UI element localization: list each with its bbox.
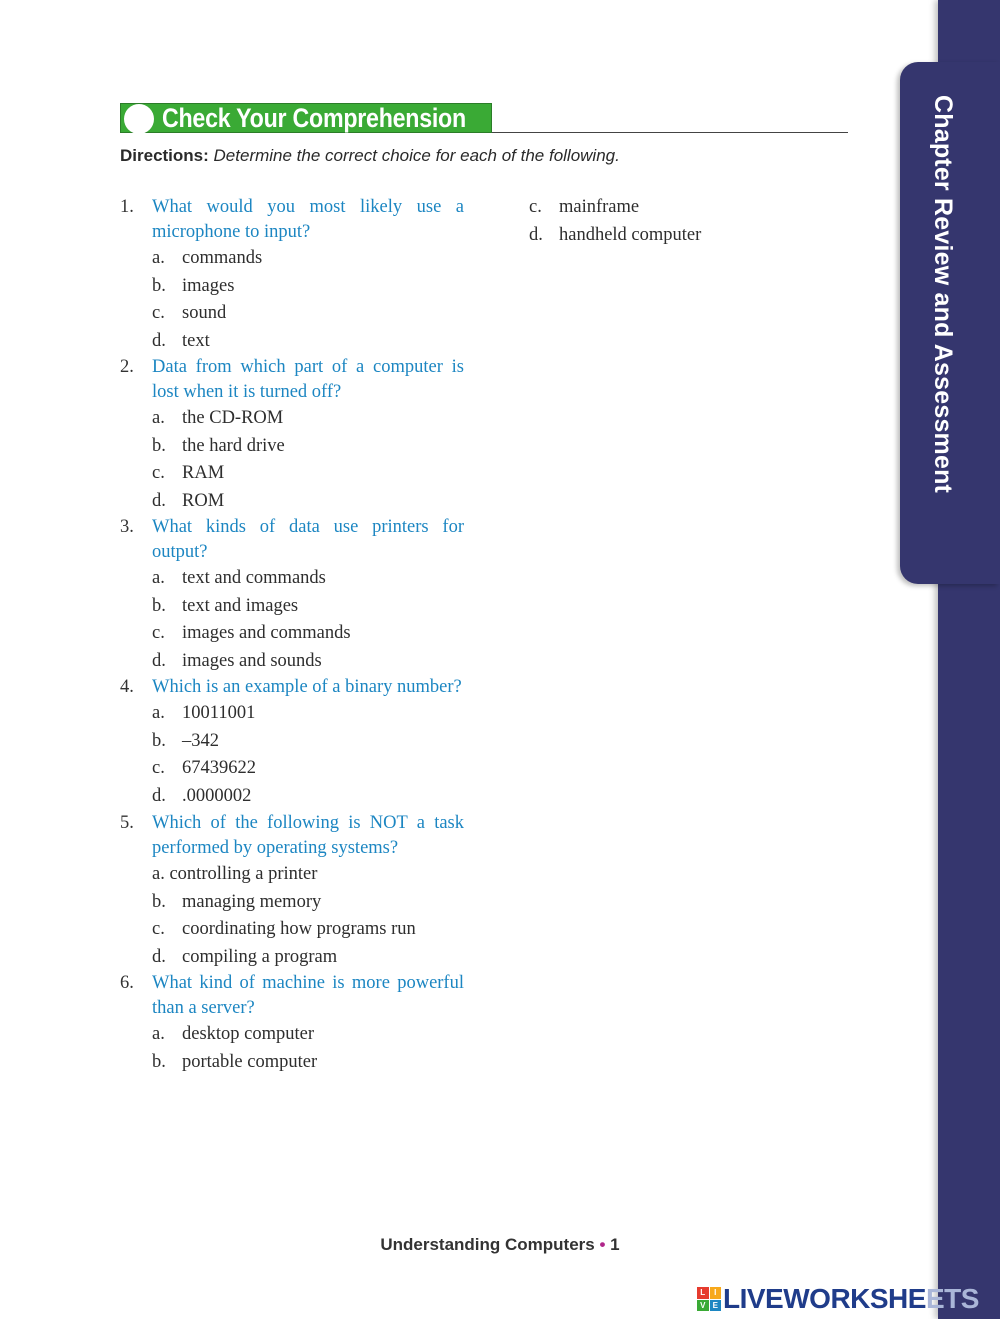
answer-option[interactable] (120, 728, 464, 756)
answer-option[interactable] (120, 593, 464, 621)
question-text: Which is an example of a binary number? (152, 677, 462, 697)
logo-text: LIVEWORKSHE (723, 1283, 926, 1314)
answer-option[interactable] (120, 245, 464, 273)
answer-option[interactable] (120, 755, 464, 783)
option-letter: c. (529, 197, 542, 217)
option-letter: b. (152, 275, 166, 296)
option-letter: d. (152, 785, 166, 806)
option-letter: c. (152, 623, 165, 643)
option-text: commands (182, 248, 263, 268)
liveworksheets-logo[interactable] (697, 1284, 979, 1314)
question-text: What kind of machine is more powerful than a server? (152, 973, 464, 1018)
option-letter: b. (152, 595, 166, 616)
option-text: 10011001 (182, 703, 256, 723)
option-text: text and commands (182, 568, 326, 588)
option-letter: b. (152, 891, 166, 912)
question-number: 5. (120, 813, 134, 833)
option-letter: c. (152, 758, 165, 778)
option-letter: a. (152, 703, 165, 723)
option-letter: a. (152, 1024, 165, 1044)
question-2 (120, 355, 464, 405)
question-number: 1. (120, 197, 134, 217)
answer-option[interactable] (120, 861, 464, 889)
question-text: Data from which part of a computer is lost when it is turned off? (152, 357, 464, 402)
book-title: Understanding Computers (380, 1235, 595, 1254)
option-text: .0000002 (182, 785, 252, 806)
option-letter: d. (152, 650, 166, 671)
answer-option[interactable] (120, 783, 464, 811)
answer-option[interactable] (120, 1021, 464, 1049)
option-text: portable computer (182, 1051, 318, 1072)
option-letter: c. (152, 463, 165, 483)
option-letter: d. (152, 330, 166, 351)
header-divider (492, 132, 848, 133)
footer-bullet: • (599, 1235, 606, 1254)
question-number: 3. (120, 517, 134, 537)
option-text: –342 (182, 730, 219, 751)
question-text: What kinds of data use printers for output? (152, 517, 464, 562)
option-text: sound (182, 303, 227, 323)
option-text: coordinating how programs run (182, 919, 416, 939)
option-letter: c. (152, 919, 165, 939)
question-column-right (529, 194, 873, 249)
option-text: images (182, 275, 235, 296)
option-letter: b. (152, 435, 166, 456)
option-text: handheld computer (559, 224, 702, 245)
answer-option[interactable] (120, 620, 464, 648)
option-letter: b. (152, 1051, 166, 1072)
chapter-tab-label: Chapter Review and Assessment (929, 95, 957, 494)
question-column-left (120, 195, 464, 1076)
answer-option[interactable] (120, 460, 464, 488)
question-text: What would you most likely use a microphone to input? (152, 197, 464, 242)
option-text: text (182, 330, 210, 351)
answer-option[interactable] (120, 273, 464, 301)
header-circle-icon (124, 104, 154, 134)
answer-option[interactable] (120, 916, 464, 944)
option-text: ROM (182, 490, 225, 511)
option-letter: a. (152, 248, 165, 268)
logo-text-faded: ETS (925, 1283, 979, 1314)
directions-text: Determine the correct choice for each of the following. (213, 146, 620, 165)
answer-option[interactable] (120, 1049, 464, 1077)
directions (120, 146, 620, 166)
option-text: the hard drive (182, 435, 285, 456)
answer-option[interactable] (529, 222, 873, 250)
option-text: RAM (182, 463, 225, 483)
question-4 (120, 675, 464, 700)
question-number: 4. (120, 677, 134, 697)
option-text: images and sounds (182, 650, 322, 671)
question-6 (120, 971, 464, 1021)
option-letter: b. (152, 730, 166, 751)
answer-option[interactable] (120, 700, 464, 728)
answer-option[interactable] (120, 488, 464, 516)
option-text: mainframe (559, 197, 640, 217)
option-letter: d. (152, 490, 166, 511)
logo-letter: V (697, 1300, 709, 1312)
answer-option[interactable] (120, 433, 464, 461)
logo-letter: I (710, 1287, 722, 1299)
answer-option[interactable] (529, 194, 873, 222)
option-text: 67439622 (182, 758, 256, 778)
option-letter: a. (152, 408, 165, 428)
answer-option[interactable] (120, 565, 464, 593)
question-3 (120, 515, 464, 565)
answer-option[interactable] (120, 648, 464, 676)
option-text: controlling a printer (169, 864, 318, 884)
option-letter: a. (152, 568, 165, 588)
logo-letter: L (697, 1287, 709, 1299)
answer-option[interactable] (120, 944, 464, 972)
option-letter: a. (152, 864, 165, 884)
logo-letter: E (710, 1300, 722, 1312)
option-text: managing memory (182, 891, 322, 912)
answer-option[interactable] (120, 328, 464, 356)
question-number: 6. (120, 973, 134, 993)
option-letter: d. (152, 946, 166, 967)
answer-option[interactable] (120, 405, 464, 433)
page-footer (0, 1235, 1000, 1255)
option-text: text and images (182, 595, 299, 616)
option-text: the CD-ROM (182, 408, 284, 428)
answer-option[interactable] (120, 300, 464, 328)
question-text: Which of the following is NOT a task performed by operating systems? (152, 813, 464, 858)
option-letter: c. (152, 303, 165, 323)
question-5 (120, 811, 464, 861)
option-text: images and commands (182, 623, 351, 643)
question-number: 2. (120, 357, 134, 377)
answer-option[interactable] (120, 889, 464, 917)
section-title: Check Your Comprehension (162, 103, 466, 133)
question-1 (120, 195, 464, 245)
logo-grid-icon (697, 1287, 721, 1311)
option-text: desktop computer (182, 1024, 315, 1044)
page-number: 1 (610, 1235, 620, 1254)
directions-label: Directions: (120, 146, 209, 165)
option-letter: d. (529, 224, 543, 245)
option-text: compiling a program (182, 946, 338, 967)
